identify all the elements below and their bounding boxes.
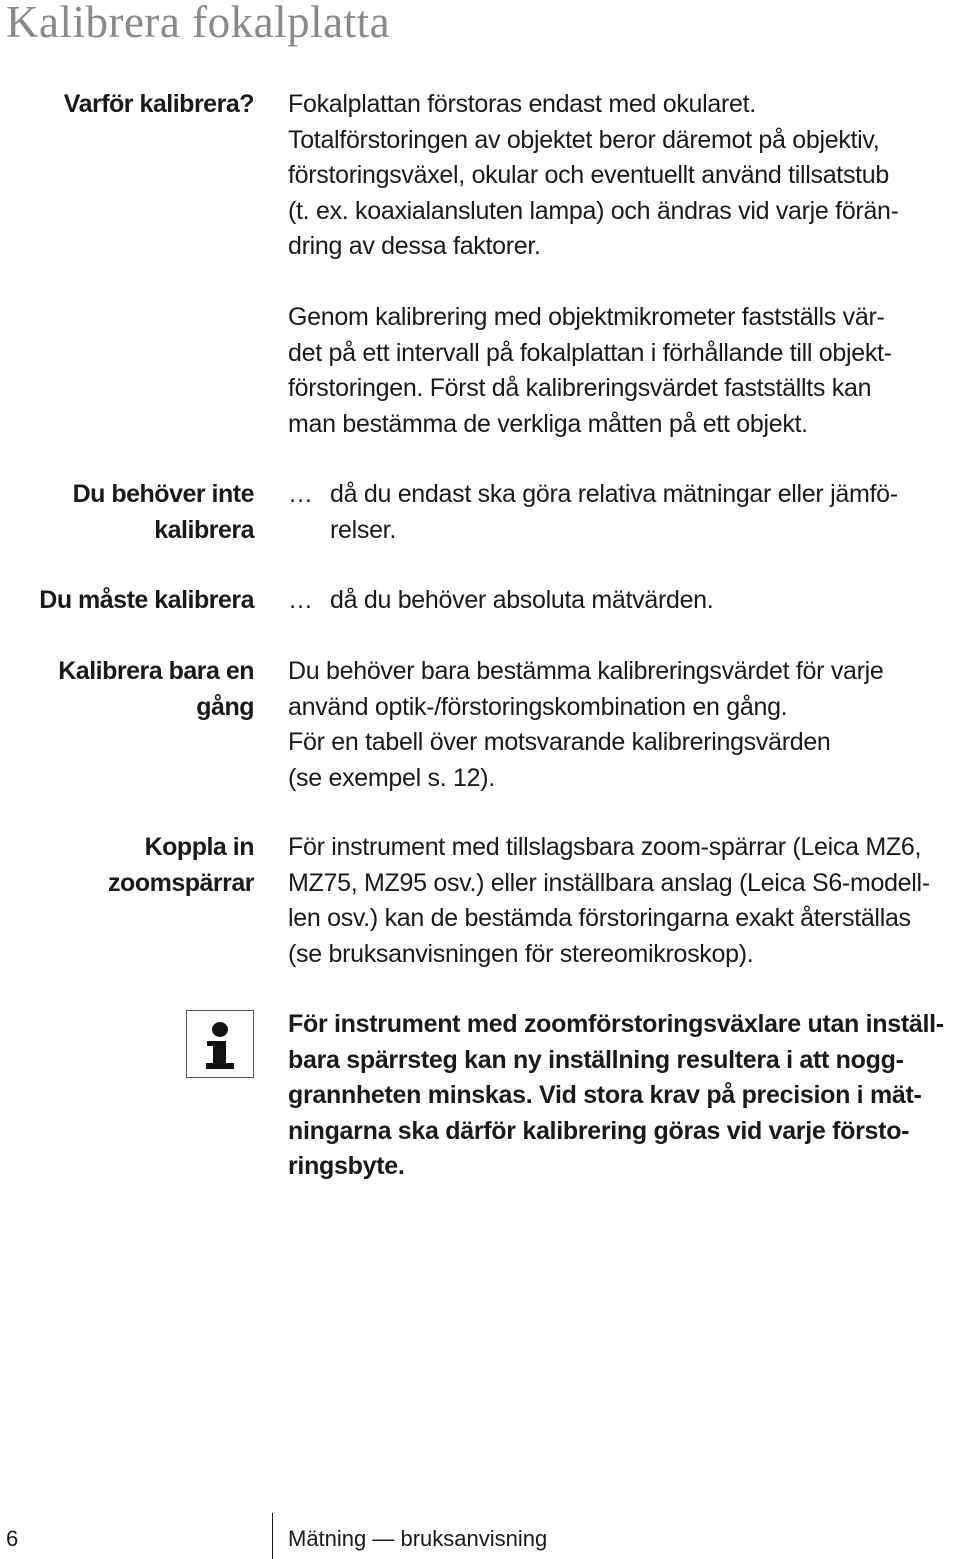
side-heading-no-need: Du behöver inte kalibrera (72, 480, 254, 544)
side-heading-once: Kalibrera bara en gång (58, 657, 254, 721)
paragraph-must: … då du behöver absoluta mätvärden. (288, 583, 960, 619)
paragraph-once: Du behöver bara bestämma kalibreringsvärdet för varje använd optik-/förstoringskombination en gång. För en tabell över motsvarande kalibreringsvärden (se exempel s. 12). (288, 657, 884, 792)
paragraph-why: Fokalplattan förstoras endast med okularet. Totalförstoringen av objektet beror däremot på objektiv, förstoringsväxel, okular och eventuellt använd tillsatstub (t. ex. koaxialansluten lampa) och ändras vid varje förän- dring av dessa faktorer. (288, 90, 899, 260)
info-icon (186, 1010, 254, 1078)
footer-divider (272, 1513, 273, 1559)
paragraph-info-note: För instrument med zoomförstoringsväxlare utan inställ- bara spärrsteg kan ny inställning resultera i att nogg- grannheten minskas. Vid stora krav på precision i mät- ningarna ska därför kalibrering göras vid varje försto- ringsbyte. (288, 1010, 944, 1180)
paragraph-zoom: För instrument med tillslagsbara zoom-spärrar (Leica MZ6, MZ75, MZ95 osv.) eller inställbara anslag (Leica S6-modell- len osv.) kan de bestämda förstoringarna exakt återställas (se bruksanvisningen för stereomikroskop). (288, 833, 930, 968)
side-heading-zoom: Koppla in zoomspärrar (108, 833, 254, 897)
side-heading-why: Varför kalibrera? (63, 90, 254, 118)
footer-title: Mätning — bruksanvisning (288, 1526, 548, 1551)
paragraph-genom: Genom kalibrering med objektmikrometer fastställs vär- det på ett intervall på fokalplattan i förhållande till objekt- förstoringen. Först då kalibreringsvärdet fastställts kan man bestämma de verkliga måtten på ett objekt. (288, 303, 892, 438)
side-heading-must: Du måste kalibrera (39, 586, 254, 614)
ellipsis: … (288, 586, 314, 614)
page-title: Kalibrera fokalplatta (6, 0, 391, 47)
page-number: 6 (6, 1526, 19, 1551)
paragraph-no-need: … då du endast ska göra relativa mätningar eller jämfö- relser. (288, 477, 960, 548)
ellipsis: … (288, 480, 314, 508)
